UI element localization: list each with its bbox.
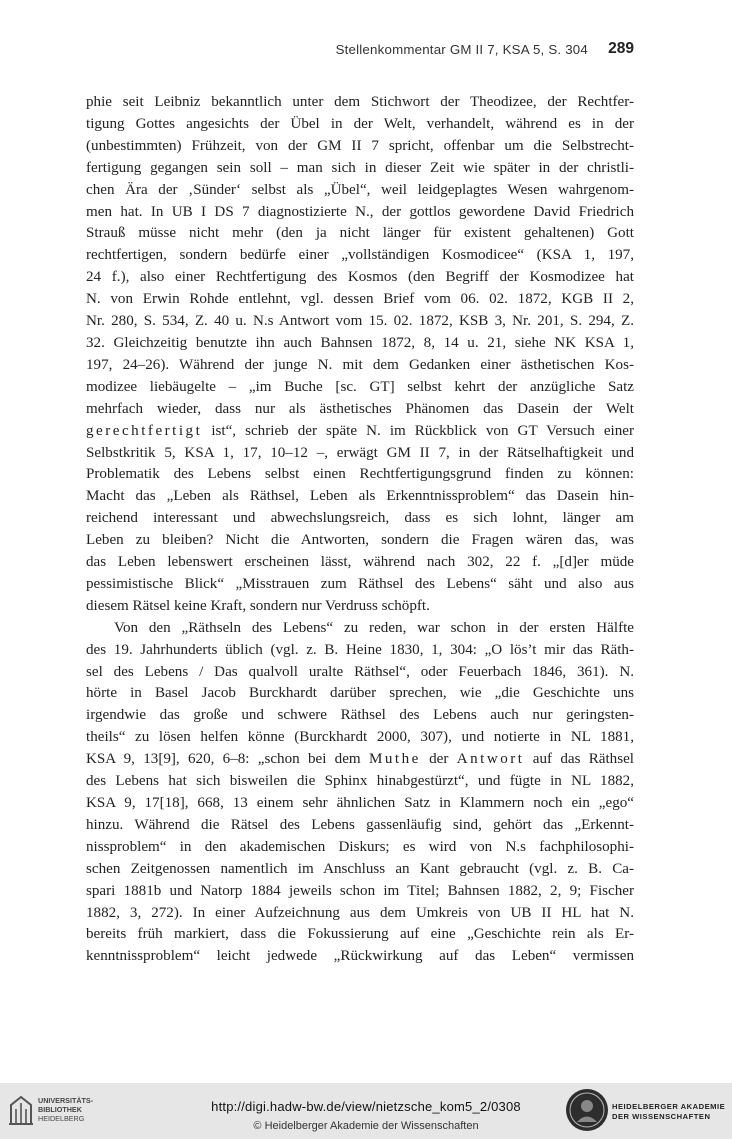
text-line: spari 1881b und Natorp 1884 jeweils schon im Titel; Bahnsen 1882, 2, 9; Fischer — [86, 882, 634, 899]
text-line: (unbestimmten) Frühzeit, von der GM II 7 spricht, offenbar um die Selbstrecht- — [86, 137, 634, 154]
text-line — [86, 421, 634, 443]
ha-logo-line-1: HEIDELBERGER AKADEMIE — [612, 1102, 726, 1111]
text-line: Macht das „Leben als Räthsel, Leben als Erkenntnissproblem“ das Dasein hin- — [86, 488, 634, 505]
text-line: 24 f.), also einer Rechtfertigung des Kosmos (den Begriff der Kosmodizee hat — [86, 269, 634, 286]
text-line: modizee liebäugelte – „im Buche [sc. GT] selbst kehrt der anzügliche Satz — [86, 378, 634, 395]
text-line: des Lebens hat sich bisweilen die Sphinx hinabgestürzt“, und fügte in NL 1882, — [86, 773, 634, 790]
text-line: rechtfertigen, sondern bedürfe einer „vollständigen Kosmodicee“ (KSA 1, 197, — [86, 247, 634, 264]
text-line: hörte in Basel Jacob Burckhardt darüber sprechen, wie „die Geschichte uns — [86, 685, 634, 702]
text-line: Nr. 280, S. 534, Z. 40 u. N.s Antwort vom 15. 02. 1872, KSB 3, Nr. 201, S. 294, Z. — [86, 313, 634, 330]
text-line: das Leben lebenswert erscheinen lässt, während nach 302, 22 f. „[d]er müde — [86, 554, 634, 571]
source-url-link[interactable]: http://digi.hadw-bw.de/view/nietzsche_kom5_2/0308 — [211, 1099, 521, 1114]
text-line: nissproblem“ in den akademischen Diskurs; es wird von N.s fachphilosophi- — [86, 838, 634, 855]
emphasized-spaced-text: Antwort — [456, 751, 525, 768]
ub-logo-line-1: UNIVERSITÄTS- — [38, 1096, 94, 1105]
text-line: men hat. In UB I DS 7 diagnostizierte N., der gottlos gewordene David Friedrich — [86, 203, 634, 220]
text-line: Selbstkritik 5, KSA 1, 17, 10–12 –, erwägt GM II 7, in der Rätselhaftigkeit und — [86, 444, 634, 461]
text-line: sel des Lebens / Das qualvoll uralte Räthsel“, oder Feuerbach 1846, 361). N. — [86, 663, 634, 680]
text-segment: der — [420, 751, 457, 768]
text-line: irgendwie das große und schwere Räthsel des Lebens auch nur geringsten- — [86, 707, 634, 724]
text-segment: ist“, schrieb der späte N. im Rückblick von GT Versuch einer — [202, 422, 634, 439]
emphasized-spaced-text: Muthe — [368, 751, 421, 768]
ub-logo-line-2: BIBLIOTHEK — [38, 1105, 82, 1114]
text-line: fertigung gegangen sein soll – man sich in dieser Zeit wie später in der christli- — [86, 159, 634, 176]
text-line: chen Ära der ‚Sünder‘ selbst als „Übel“, weil leidgeplagtes Wesen wahrgenom- — [86, 181, 634, 198]
text-line: pessimistische Blick“ „Misstrauen zum Räthsel des Lebens“ säht und also aus — [86, 575, 634, 592]
footer-bar — [0, 1083, 732, 1139]
text-line: 32. Gleichzeitig benutzte ihn auch Bahnsen 1872, 8, 14 u. 21, siehe NK KSA 1, — [86, 334, 634, 351]
text-line: Strauß müsse nicht mehr (den ja nicht länger für existent gehaltenen) Gott — [86, 225, 634, 242]
text-line: schen Zeitgenossen namentlich im Anschluss an Kant gebraucht (vgl. z. B. Ca- — [86, 860, 634, 877]
running-head: Stellenkommentar GM II 7, KSA 5, S. 304 — [335, 42, 588, 57]
hadw-logo[interactable] — [566, 1089, 726, 1133]
academy-seal-icon — [566, 1089, 608, 1131]
running-header — [86, 38, 634, 64]
text-line: hinzu. Während die Rätsel des Lebens gassenläufig sind, gehört das „Erkennt- — [86, 816, 634, 833]
page-number: 289 — [608, 40, 634, 57]
text-line: Problematik des Lebens selbst einen Rechtfertigungsgrund finden zu können: — [86, 466, 634, 483]
text-segment: KSA 9, 13[9], 620, 6–8: „schon bei dem — [86, 751, 369, 768]
text-line: phie seit Leibniz bekanntlich unter dem Stichwort der Theodizee, der Rechtfer- — [86, 94, 634, 110]
emphasized-spaced-text: gerechtfertigt — [86, 422, 203, 439]
text-line: KSA 9, 17[18], 668, 13 einem sehr ähnlichen Satz in Klammern noch ein „ego“ — [86, 795, 634, 811]
text-line: kenntnissproblem“ leicht jedwede „Rückwirkung auf das Leben“ vermissen — [86, 948, 634, 965]
text-line — [86, 749, 634, 771]
text-line: bereits früh markiert, dass die Fokussierung auf eine „Geschichte rein als Er- — [86, 926, 634, 943]
text-line: 1882, 3, 272). In einer Aufzeichnung aus dem Umkreis von UB II HL hat N. — [86, 904, 634, 921]
text-line: diesem Rätsel keine Kraft, sondern nur Verdruss schöpft. — [86, 597, 430, 614]
text-line: Von den „Räthseln des Lebens“ zu reden, war schon in der ersten Hälfte — [114, 619, 634, 636]
ha-logo-line-2: DER WISSENSCHAFTEN — [612, 1112, 711, 1121]
copyright-notice: © Heidelberger Akademie der Wissenschaften — [253, 1120, 479, 1132]
text-line: reichend interessant und abwechslungsreich, dass es sich lohnt, länger am — [86, 510, 634, 527]
text-line: theils“ zu lösen helfen könne (Burckhardt 2000, 307), und notierte in NL 1881, — [86, 729, 634, 746]
text-line: 197, 24–26). Während der junge N. mit dem Gedanken einer ästhetischen Kos- — [86, 356, 634, 373]
text-segment: auf das Räthsel — [524, 751, 634, 768]
ub-logo-line-3: HEIDELBERG — [38, 1114, 85, 1123]
text-line: mehrfach wieder, dass nur als ästhetisches Phänomen das Dasein der Welt — [86, 400, 634, 417]
text-line: tigung Gottes angesichts der Übel in der Welt, verhandelt, während es in der — [86, 115, 634, 132]
text-line: des 19. Jahrhunderts üblich (vgl. z. B. Heine 1830, 1, 304: „O lös’t mir das Räth- — [86, 641, 634, 658]
text-line: Leben zu bleiben? Nicht die Antworten, sondern die Fragen wären das, was — [86, 532, 634, 549]
commentary-text — [86, 92, 634, 968]
text-line: N. von Erwin Rohde entlehnt, vgl. dessen Brief vom 06. 02. 1872, KGB II 2, — [86, 291, 634, 308]
